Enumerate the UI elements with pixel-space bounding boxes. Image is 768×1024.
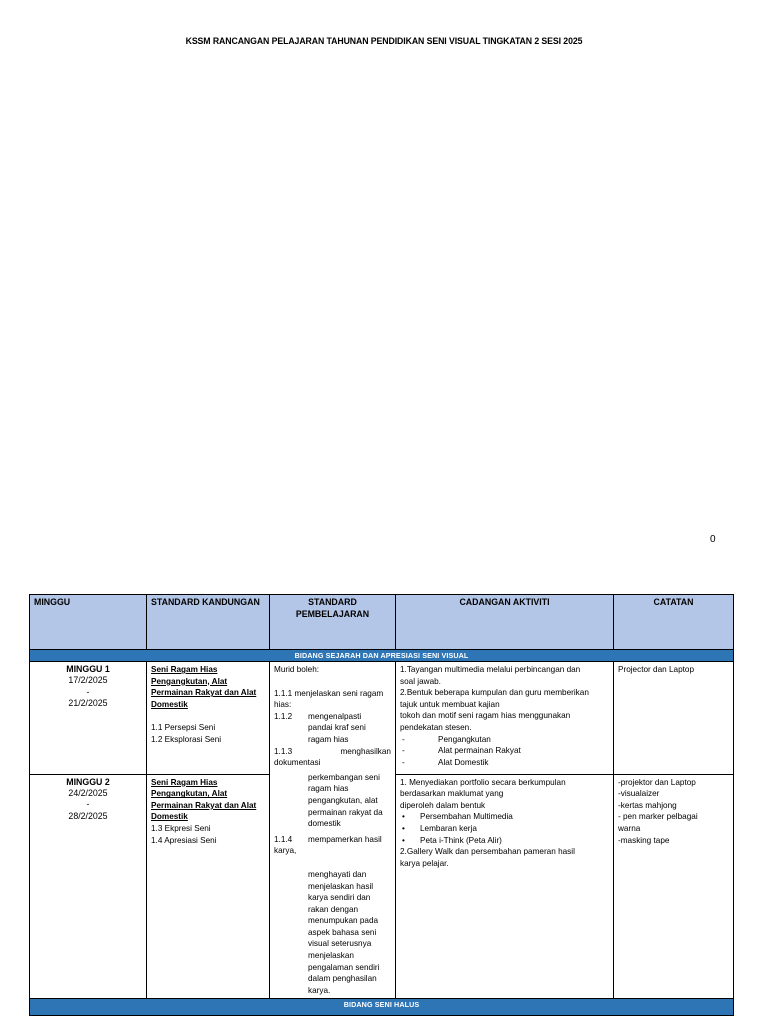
table-row-week1 <box>30 662 734 775</box>
week2-catatan-line: -masking tape <box>618 835 670 845</box>
sp-112 <box>274 711 391 723</box>
document-title: KSSM RANCANGAN PELAJARAN TAHUNAN PENDIDIKAN SENI VISUAL TINGKATAN 2 SESI 2025 <box>185 36 583 47</box>
header-standard-pembelajaran <box>270 595 396 650</box>
week2-aktiviti <box>396 774 614 999</box>
week1-unit-title-2: Pengangkutan, Alat <box>151 676 228 686</box>
sp-113-line: dokumentasi <box>274 758 321 768</box>
sp-112-num: 1.1.2 <box>274 711 293 721</box>
bullet-text: Persembahan Multimedia <box>420 812 513 822</box>
week2-unit-title-3: Permainan Rakyat dan Alat <box>151 800 257 810</box>
header-catatan: CATATAN <box>614 595 734 650</box>
band-label: BIDANG SEJARAH DAN APRESIASI SENI VISUAL <box>30 650 734 662</box>
sp-114-text: mempamerkan hasil <box>308 834 382 844</box>
week1-aktiviti-line: tokoh dan motif seni ragam hias menggunakan <box>400 711 571 721</box>
week2-catatan <box>614 774 734 999</box>
week2-aktiviti-line: berdasarkan maklumat yang <box>400 789 504 799</box>
sp-114-line: pengalaman sendiri <box>308 962 380 972</box>
header-minggu: MINGGU <box>30 595 147 650</box>
week1-aktiviti-dash-item <box>400 757 609 769</box>
week1-cell <box>30 662 147 775</box>
dash-text: Pengangkutan <box>438 734 491 744</box>
sp-114-line: rakan dengan <box>308 904 359 914</box>
sp-113-line: ragam hias <box>308 784 349 794</box>
week1-start: 17/2/2025 <box>68 675 108 686</box>
week2-aktiviti-line: karya pelajar. <box>400 858 449 868</box>
week2-catatan-line: warna <box>618 824 641 834</box>
week1-kandungan-item: 1.2 Eksplorasi Seni <box>151 734 222 744</box>
week2-aktiviti-line: 2.Gallery Walk dan persembahan pameran hasil <box>400 847 575 857</box>
week2-aktiviti-line: 1. Menyediakan portfolio secara berkumpulan <box>400 777 566 787</box>
sp-114-line: aspek bahasa seni <box>308 927 377 937</box>
dash-marker: - <box>402 757 405 767</box>
header-row <box>30 595 734 650</box>
sp-114-line: dalam penghasilan <box>308 974 377 984</box>
bullet-text: Lembaran kerja <box>420 824 477 834</box>
header-standard-kandungan: STANDARD KANDUNGAN <box>147 595 270 650</box>
dash-text: Alat permainan Rakyat <box>438 746 521 756</box>
week1-kandungan-item: 1.1 Persepsi Seni <box>151 723 216 733</box>
sp-113-line: perkembangan seni <box>308 772 380 782</box>
standard-pembelajaran-cell <box>270 662 396 999</box>
week2-aktiviti-bullet-item <box>400 835 609 847</box>
sp-112-line: ragam hias <box>308 734 349 744</box>
week1-aktiviti-line: soal jawab. <box>400 676 441 686</box>
week2-sep: - <box>86 799 90 810</box>
band-label: BIDANG SENI HALUS <box>30 999 734 1016</box>
week1-unit-title-4: Domestik <box>151 699 188 709</box>
dash-marker: - <box>402 734 405 744</box>
week2-label: MINGGU 2 <box>66 776 110 787</box>
week1-end: 21/2/2025 <box>68 697 108 708</box>
sp-113-line: domestik <box>308 819 341 829</box>
week1-unit-title-3: Permainan Rakyat dan Alat <box>151 688 257 698</box>
week1-aktiviti-line: pendekatan stesen. <box>400 722 472 732</box>
sp-114-line: karya sendiri dan <box>308 893 371 903</box>
week2-kandungan <box>147 774 270 999</box>
week1-sep: - <box>86 686 90 697</box>
sp-113 <box>274 746 391 758</box>
week2-catatan-line: -kertas mahjong <box>618 800 677 810</box>
week1-unit-title-1: Seni Ragam Hias <box>151 665 218 674</box>
week2-catatan-line: -projektor dan Laptop <box>618 777 696 787</box>
sp-114-line: menjelaskan hasil <box>308 881 374 891</box>
week2-unit-title-1: Seni Ragam Hias <box>151 777 218 787</box>
week2-kandungan-item: 1.3 Ekpresi Seni <box>151 824 211 834</box>
sp-113-line: permainan rakyat da <box>308 807 383 817</box>
sp-intro: Murid boleh: <box>274 665 320 674</box>
week1-aktiviti-line: 2.Bentuk beberapa kumpulan dan guru memberikan <box>400 688 589 698</box>
lesson-plan-table <box>29 594 734 1016</box>
dash-marker: - <box>402 746 405 756</box>
sp-112-line: pandai kraf seni <box>308 723 366 733</box>
sp-114-line: menumpukan pada <box>308 916 379 926</box>
bullet-text: Peta i-Think (Peta Alir) <box>420 835 502 845</box>
sp-114-line: karya, <box>274 846 297 856</box>
week1-catatan <box>614 662 734 775</box>
section-band-sejarah <box>30 650 734 662</box>
bullet-marker: • <box>402 812 405 822</box>
week1-label: MINGGU 1 <box>66 664 110 674</box>
sp-114-num: 1.1.4 <box>274 834 293 844</box>
sp-111: 1.1.1 menjelaskan seni ragam <box>274 688 384 698</box>
header-cadangan-aktiviti: CADANGAN AKTIVITI <box>396 595 614 650</box>
sp-113-text: menghasilkan <box>340 746 391 756</box>
week2-aktiviti-line: diperoleh dalam bentuk <box>400 800 486 810</box>
section-band-seni-halus <box>30 999 734 1016</box>
dash-text: Alat Domestik <box>438 757 489 767</box>
page-number: 0 <box>710 534 716 545</box>
week1-aktiviti-line: 1.Tayangan multimedia melalui perbincangan dan <box>400 665 581 674</box>
sp-114-line: karya. <box>308 985 331 995</box>
week2-aktiviti-bullet-item <box>400 811 609 823</box>
header-sp-line1: STANDARD <box>308 597 357 607</box>
week2-start: 24/2/2025 <box>68 788 108 798</box>
header-sp-line2: PEMBELAJARAN <box>295 608 370 619</box>
week2-kandungan-item: 1.4 Apresiasi Seni <box>151 835 217 845</box>
week2-unit-title-4: Domestik <box>151 812 188 822</box>
week1-aktiviti-dash-item <box>400 745 609 757</box>
week2-end: 28/2/2025 <box>68 810 108 821</box>
week1-aktiviti-line: tajuk untuk membuat kajian <box>400 699 500 709</box>
sp-114 <box>274 834 391 846</box>
sp-114-line: visual seterusnya <box>308 939 372 949</box>
sp-113-line: pengangkutan, alat <box>308 795 378 805</box>
week2-aktiviti-bullet-item <box>400 823 609 835</box>
sp-114-line: menjelaskan <box>308 951 354 961</box>
sp-111b: hias: <box>274 700 292 710</box>
week2-catatan-line: -visualaizer <box>618 789 660 799</box>
week2-catatan-line: - pen marker pelbagai <box>618 812 698 822</box>
sp-114-line: menghayati dan <box>308 869 367 879</box>
sp-112-text: mengenalpasti <box>308 711 362 721</box>
week1-catatan-line: Projector dan Laptop <box>618 665 695 674</box>
week2-cell <box>30 774 147 999</box>
week1-aktiviti <box>396 662 614 775</box>
bullet-marker: • <box>402 835 405 845</box>
week1-kandungan <box>147 662 270 775</box>
week2-unit-title-2: Pengangkutan, Alat <box>151 789 228 799</box>
week1-aktiviti-dash-item <box>400 734 609 746</box>
sp-113-num: 1.1.3 <box>274 746 293 756</box>
bullet-marker: • <box>402 824 405 834</box>
